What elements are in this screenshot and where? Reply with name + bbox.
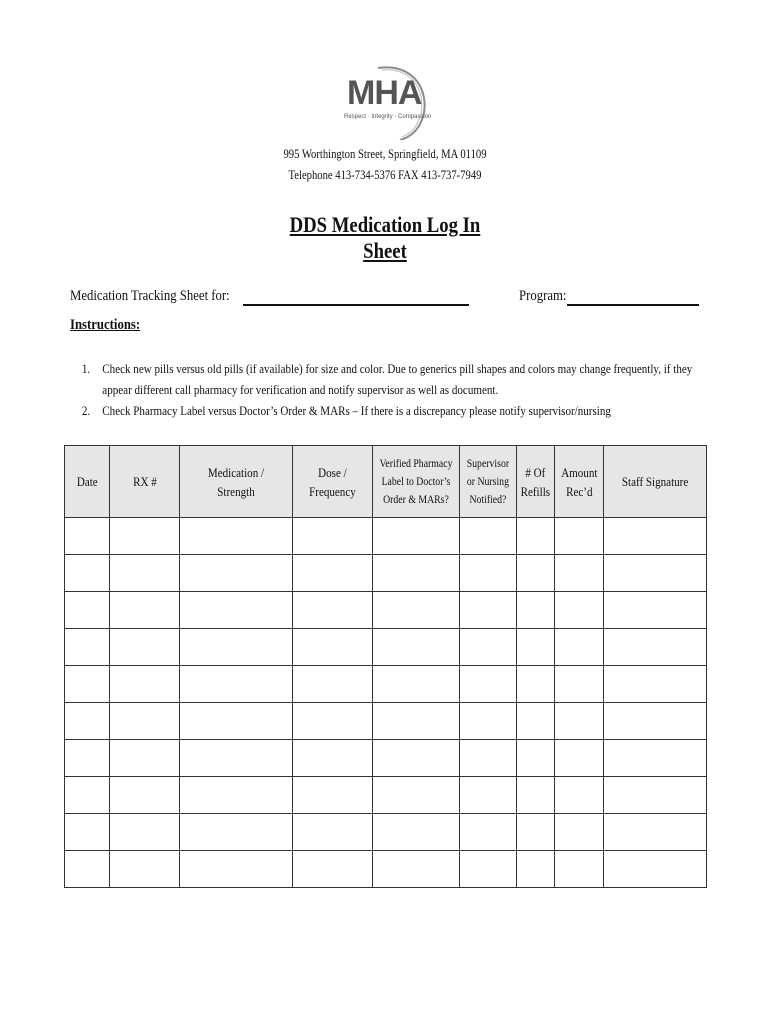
column-header-dose bbox=[293, 446, 373, 518]
table-cell-dose[interactable] bbox=[293, 814, 373, 851]
table-cell-dose[interactable] bbox=[293, 629, 373, 666]
table-cell-refills[interactable] bbox=[517, 777, 555, 814]
table-cell-supervisor[interactable] bbox=[460, 740, 517, 777]
column-header-signature bbox=[604, 446, 707, 518]
column-header-date bbox=[65, 446, 110, 518]
table-cell-signature[interactable] bbox=[604, 518, 707, 555]
table-cell-medication[interactable] bbox=[180, 740, 293, 777]
table-cell-date[interactable] bbox=[65, 740, 110, 777]
column-header-text: Order & MARs? bbox=[383, 493, 449, 506]
table-row bbox=[65, 814, 707, 851]
table-cell-date[interactable] bbox=[65, 851, 110, 888]
tracking-sheet-label: Medication Tracking Sheet for: bbox=[70, 288, 230, 304]
table-cell-verified[interactable] bbox=[373, 666, 460, 703]
column-header-text: Dose / bbox=[318, 464, 347, 480]
instruction-number: 1. bbox=[81, 361, 91, 376]
table-cell-verified[interactable] bbox=[373, 518, 460, 555]
column-header-text: Notified? bbox=[469, 493, 507, 506]
table-cell-signature[interactable] bbox=[604, 740, 707, 777]
column-header-text: Staff Signature bbox=[621, 474, 689, 489]
medication-log-table bbox=[64, 445, 707, 888]
table-cell-date[interactable] bbox=[65, 555, 110, 592]
table-cell-dose[interactable] bbox=[293, 703, 373, 740]
table-cell-verified[interactable] bbox=[373, 777, 460, 814]
table-cell-amount[interactable] bbox=[555, 592, 604, 629]
column-header-text: Frequency bbox=[309, 483, 356, 499]
table-cell-refills[interactable] bbox=[517, 592, 555, 629]
table-cell-signature[interactable] bbox=[604, 777, 707, 814]
table-cell-rx[interactable] bbox=[110, 555, 180, 592]
column-header-text: Label to Doctor’s bbox=[381, 475, 451, 488]
table-cell-date[interactable] bbox=[65, 666, 110, 703]
table-cell-supervisor[interactable] bbox=[460, 629, 517, 666]
table-cell-rx[interactable] bbox=[110, 777, 180, 814]
table-row bbox=[65, 851, 707, 888]
table-cell-amount[interactable] bbox=[555, 518, 604, 555]
table-cell-verified[interactable] bbox=[373, 851, 460, 888]
instruction-number: 2. bbox=[81, 403, 91, 418]
table-cell-medication[interactable] bbox=[180, 777, 293, 814]
column-header-verified bbox=[373, 446, 460, 518]
table-cell-dose[interactable] bbox=[293, 518, 373, 555]
table-cell-medication[interactable] bbox=[180, 518, 293, 555]
instruction-text: Check Pharmacy Label versus Doctor’s Order & MARs – If there is a discrepancy please notify supervisor/nursing bbox=[102, 403, 611, 418]
table-cell-signature[interactable] bbox=[604, 666, 707, 703]
table-cell-supervisor[interactable] bbox=[460, 703, 517, 740]
table-cell-signature[interactable] bbox=[604, 592, 707, 629]
table-cell-supervisor[interactable] bbox=[460, 592, 517, 629]
table-cell-date[interactable] bbox=[65, 814, 110, 851]
table-cell-date[interactable] bbox=[65, 777, 110, 814]
table-cell-refills[interactable] bbox=[517, 814, 555, 851]
column-header-text: Date bbox=[76, 474, 98, 489]
table-cell-rx[interactable] bbox=[110, 666, 180, 703]
table-cell-refills[interactable] bbox=[517, 518, 555, 555]
tracking-sheet-field[interactable] bbox=[243, 304, 469, 306]
table-cell-refills[interactable] bbox=[517, 629, 555, 666]
table-cell-amount[interactable] bbox=[555, 777, 604, 814]
table-cell-dose[interactable] bbox=[293, 851, 373, 888]
column-header-medication bbox=[180, 446, 293, 518]
table-row bbox=[65, 518, 707, 555]
table-row bbox=[65, 592, 707, 629]
column-header-text: Verified Pharmacy bbox=[379, 457, 453, 470]
column-header-text: Rec’d bbox=[565, 483, 593, 499]
table-cell-medication[interactable] bbox=[180, 851, 293, 888]
column-header-rx bbox=[110, 446, 180, 518]
instructions-heading: Instructions: bbox=[70, 317, 141, 333]
table-cell-medication[interactable] bbox=[180, 555, 293, 592]
table-cell-dose[interactable] bbox=[293, 777, 373, 814]
column-header-text: RX # bbox=[132, 474, 157, 489]
table-row bbox=[65, 777, 707, 814]
table-cell-supervisor[interactable] bbox=[460, 777, 517, 814]
table-cell-dose[interactable] bbox=[293, 592, 373, 629]
table-body bbox=[65, 518, 707, 888]
table-row bbox=[65, 629, 707, 666]
mha-logo bbox=[338, 60, 438, 140]
table-cell-amount[interactable] bbox=[555, 666, 604, 703]
logo-text: MHA bbox=[347, 74, 422, 112]
column-header-amount bbox=[555, 446, 604, 518]
program-label: Program: bbox=[519, 288, 567, 304]
table-cell-signature[interactable] bbox=[604, 629, 707, 666]
table-cell-medication[interactable] bbox=[180, 592, 293, 629]
table-cell-supervisor[interactable] bbox=[460, 555, 517, 592]
table-cell-rx[interactable] bbox=[110, 814, 180, 851]
table-cell-rx[interactable] bbox=[110, 629, 180, 666]
table-cell-amount[interactable] bbox=[555, 629, 604, 666]
column-header-text: Refills bbox=[520, 483, 551, 499]
table-cell-rx[interactable] bbox=[110, 703, 180, 740]
table-cell-amount[interactable] bbox=[555, 851, 604, 888]
table-cell-refills[interactable] bbox=[517, 703, 555, 740]
column-header-text: Amount bbox=[560, 464, 598, 480]
table-row bbox=[65, 740, 707, 777]
table-cell-rx[interactable] bbox=[110, 518, 180, 555]
instruction-item bbox=[70, 400, 742, 421]
column-header-text: # Of bbox=[525, 464, 546, 480]
document-title-line2: Sheet bbox=[363, 238, 407, 263]
table-cell-refills[interactable] bbox=[517, 666, 555, 703]
instructions-list bbox=[70, 358, 710, 421]
table-cell-refills[interactable] bbox=[517, 740, 555, 777]
instruction-text: appear different call pharmacy for verification and notify supervisor as well as document. bbox=[102, 382, 499, 397]
table-cell-rx[interactable] bbox=[110, 740, 180, 777]
table-cell-amount[interactable] bbox=[555, 703, 604, 740]
document-title-line1: DDS Medication Log In bbox=[289, 212, 481, 237]
table-cell-signature[interactable] bbox=[604, 851, 707, 888]
table-cell-amount[interactable] bbox=[555, 814, 604, 851]
table-cell-refills[interactable] bbox=[517, 555, 555, 592]
table-cell-date[interactable] bbox=[65, 629, 110, 666]
table-cell-signature[interactable] bbox=[604, 555, 707, 592]
table-cell-medication[interactable] bbox=[180, 703, 293, 740]
table-cell-amount[interactable] bbox=[555, 740, 604, 777]
table-cell-refills[interactable] bbox=[517, 851, 555, 888]
table-cell-verified[interactable] bbox=[373, 555, 460, 592]
table-cell-medication[interactable] bbox=[180, 629, 293, 666]
column-header-refills bbox=[517, 446, 555, 518]
program-field[interactable] bbox=[567, 304, 699, 306]
table-cell-dose[interactable] bbox=[293, 740, 373, 777]
column-header-supervisor bbox=[460, 446, 517, 518]
table-row bbox=[65, 555, 707, 592]
table-cell-signature[interactable] bbox=[604, 703, 707, 740]
table-cell-dose[interactable] bbox=[293, 666, 373, 703]
table-cell-signature[interactable] bbox=[604, 814, 707, 851]
table-cell-rx[interactable] bbox=[110, 851, 180, 888]
table-cell-verified[interactable] bbox=[373, 592, 460, 629]
table-cell-rx[interactable] bbox=[110, 592, 180, 629]
org-phone-fax: Telephone 413-734-5376 FAX 413-737-7949 bbox=[288, 168, 482, 182]
table-row bbox=[65, 666, 707, 703]
table-cell-supervisor[interactable] bbox=[460, 518, 517, 555]
table-cell-supervisor[interactable] bbox=[460, 666, 517, 703]
table-cell-supervisor[interactable] bbox=[460, 814, 517, 851]
org-address: 995 Worthington Street, Springfield, MA 01109 bbox=[283, 147, 487, 161]
table-cell-amount[interactable] bbox=[555, 555, 604, 592]
table-cell-medication[interactable] bbox=[180, 814, 293, 851]
table-header-row bbox=[65, 446, 707, 518]
logo-tagline: Respect · Integrity · Compassion bbox=[344, 114, 432, 120]
table-cell-date[interactable] bbox=[65, 592, 110, 629]
instruction-item bbox=[70, 358, 742, 400]
table-cell-verified[interactable] bbox=[373, 703, 460, 740]
table-cell-dose[interactable] bbox=[293, 555, 373, 592]
instruction-text: Check new pills versus old pills (if available) for size and color. Due to generics pill shapes and colors may change frequently, if they bbox=[102, 361, 693, 376]
table-cell-verified[interactable] bbox=[373, 629, 460, 666]
column-header-text: or Nursing bbox=[466, 475, 510, 488]
table-cell-medication[interactable] bbox=[180, 666, 293, 703]
table-cell-verified[interactable] bbox=[373, 814, 460, 851]
table-row bbox=[65, 703, 707, 740]
column-header-text: Supervisor bbox=[466, 457, 510, 470]
column-header-text: Medication / Strength bbox=[207, 464, 265, 499]
table-cell-date[interactable] bbox=[65, 703, 110, 740]
table-cell-date[interactable] bbox=[65, 518, 110, 555]
table-cell-supervisor[interactable] bbox=[460, 851, 517, 888]
table-cell-verified[interactable] bbox=[373, 740, 460, 777]
